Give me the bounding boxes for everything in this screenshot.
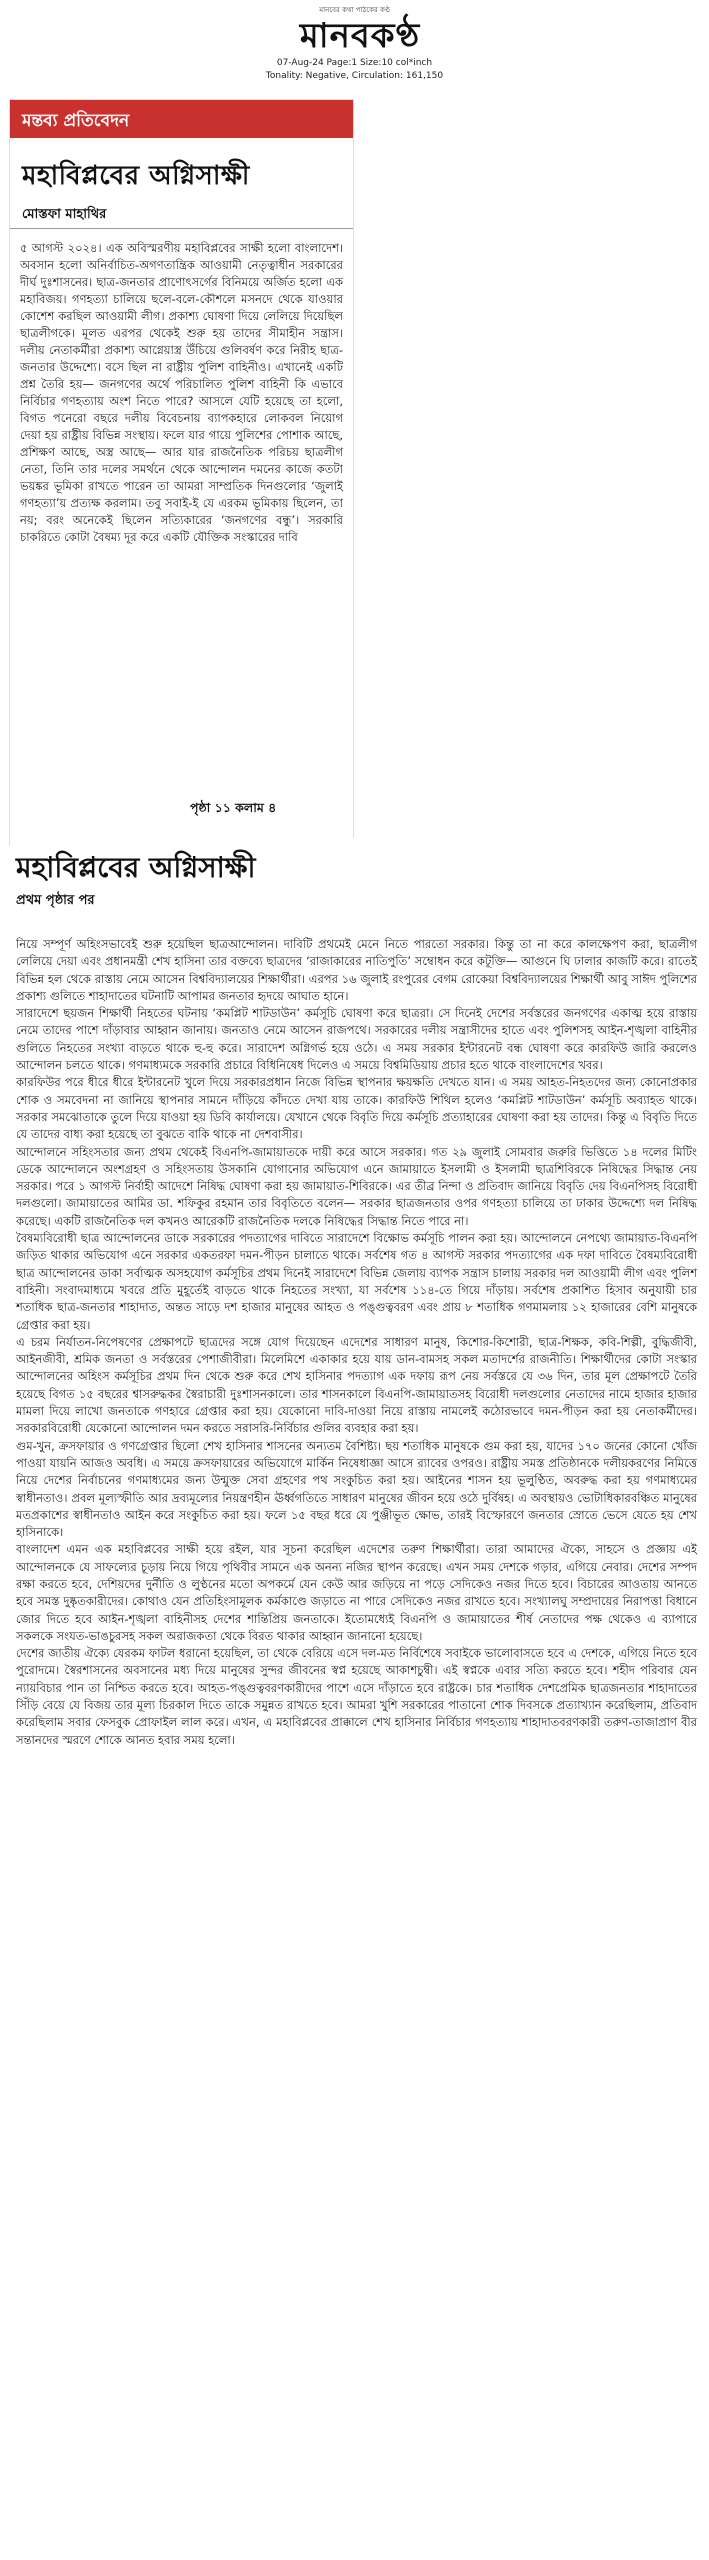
front-page-clipping — [10, 100, 353, 845]
paragraph: বাংলাদেশ এমন এক মহাবিপ্লবের সাক্ষী হয়ে রইল, যার সূচনা করেছিল এদেশের তরুণ শিক্ষার্থীরা। তারা আমাদের ঐক্যে, সাহসে ও প্রজ্ঞায় এই আন্দোলনকে যে সাফল্যের চূড়ায় নিয়ে গিয়ে পৃথিবীর সামনে এক অনন্য নজির স্থাপন করেছে। এখন সময় দেশকে গড়ার, এগিয়ে নেবার। দেশের সম্পদ রক্ষা করতে হবে, দেশিয়দের দুর্নীতি ও লুণ্ঠনের মতো অপকর্মে যেন কেউ আর জড়িয়ে না পড়ে সেদিকেও নজর দিতে হবে। বিচারের আওতায় আনতে হবে সমস্ত দুষ্কৃতকারীদের। কোথাও যেন প্রতিহিংসামূলক কর্মকাণ্ডে জড়াতে না পারে সেদিকেও নজর রাখতে হবে। সংখ্যালঘু সম্প্রদায়ের নিরাপত্তা বিধানে জোর দিতে হবে আইন-শৃঙ্খলা বাহিনীসহ দেশের শান্তিপ্রিয় জনতাকে। ইতোমধ্যেই বিএনপি ও জামায়াতের শীর্ষ নেতাদের পক্ষ থেকেও এ ব্যাপারে সকলকে সংযত-ভাঙচুরসহ সকল অরাজকতা থেকে বিরত থাকার আহ্বান জানানো হয়েছে। — [16, 1542, 697, 1643]
newspaper-logo: মানবকণ্ঠ — [299, 16, 421, 56]
paragraph: নিয়ে সম্পূর্ণ অহিংসভাবেই শুরু হয়েছিল ছাত্রআন্দোলন। দাবিটি প্রথমেই মেনে নিতে পারতো সরকার। কিন্তু তা না করে কালক্ষেপণ করা, ছাত্রলীগ লেলিয়ে দেয়া এবং প্রধানমন্ত্রী শেখ হাসিনা তার বক্তব্যে ছাত্রদের ‘রাজাকারের নাতিপুতি’ সম্বোধন করে কটূক্তি— আগুনে ঘি ঢালার কাজটি করে। রাতেই বিভিন্ন হল থেকে রাস্তায় নেমে আসেন বিশ্ববিদ্যালয়ের শিক্ষার্থীরা। এরপর ১৬ জুলাই রংপুরের বেগম রোকেয়া বিশ্ববিদ্যালয়ের শিক্ষার্থী আবু সাঈদ পুলিশের প্রকাশ্য গুলিতে শাহাদাতের ঘটনাটি আপামর জনতার হৃদয়ে আঘাত হানে। — [16, 937, 697, 1003]
paragraph: গুম-খুন, ক্রসফায়ার ও গণগ্রেপ্তার ছিলো শেখ হাসিনার শাসনের অন্যতম বৈশিষ্ট্য। ছয় শতাধিক মানুষকে গুম করা হয়, যাদের ১৭০ জনের কোনো খোঁজ পাওয়া যায়নি আজও অবধি। এ সময়ে ক্রসফায়ারের অভিযোগে মার্কিন নিষেধাজ্ঞা আসে র‌্যাবের ওপরও। রাষ্ট্রীয় সমস্ত প্রতিষ্ঠানকে দলীয়করণের নিমিত্তে নিয়ে দেশের নির্বাচনের গণমাধ্যমের জন্য উন্মুক্ত সেবা গ্রহণের পথ সংকুচিত করা হয়। আইনের শাসন হয় ভূলুণ্ঠিত, অবরুদ্ধ করা হয় গণমাধ্যমের স্বাধীনতাও। প্রবল মূল্যস্ফীতি আর দ্রব্যমূল্যের নিয়ন্ত্রণহীন ঊর্ধ্বগতিতে সাধারণ মানুষের জীবন হয়ে ওঠে দুর্বিষহ। এ অবস্থায়ও ভোটাধিকারবঞ্চিত মানুষের মতপ্রকাশের স্বাধীনতাও আইন করে সংকুচিত করা হয়। ফলে ১৫ বছর ধরে যে পুঞ্জীভূত ক্ষোভ, তারই বিস্ফোরণে জনতার স্রোতে ভেসে যেতে হয় শেখ হাসিনাকে। — [16, 1438, 697, 1540]
paragraph: সারাদেশে ছয়জন শিক্ষার্থী নিহতের ঘটনায় ‘কমপ্লিট শাটডাউন’ কর্মসূচি ঘোষণা করে ছাত্ররা। সে দিনেই দেশের সর্বস্তরের জনগণের একাত্ম হয়ে রাস্তায় নেমে তাদের পাশে দাঁড়াবার আহ্বান জানায়। জনতাও নেমে আসেন রাজপথে। সরকারের দলীয় সন্ত্রাসীদের হাতে এবং পুলিশসহ আইন-শৃঙ্খলা বাহিনীর গুলিতে নিহতের সংখ্যা বাড়তে থাকে হু-হু করে। সারাদেশ অগ্নিগর্ভ হয়ে ওঠে। এ সময় সরকার ইন্টারনেট বন্ধ ঘোষণা করে কারফিউ জারি করলেও আন্দোলন চলতে থাকে। গণমাধ্যমকে সরকারি প্রচারে বিধিনিষেধ দিলেও এ সময়ে বিশ্বমিডিয়ায় প্রচার হতে থাকে বাংলাদেশের খবর। — [16, 1006, 697, 1073]
byline-divider — [10, 228, 353, 229]
paragraph: বৈষম্যবিরোধী ছাত্র আন্দোলনের ডাকে সরকারের পদত্যাগের দাবিতে সারাদেশে বিক্ষোভ কর্মসূচি পালন করা হয়। আন্দোলনে নেপথ্যে জামায়াত-বিএনপি জড়িত থাকার অভিযোগ এনে সরকার একতরফা দমন-পীড়ন চালাতে থাকে। সর্বশেষ গত ৪ আগস্ট সরকার পদত্যাগের এক দফা দাবিতে বৈষম্যবিরোধী ছাত্র আন্দোলনের ডাকা সর্বাত্মক অসহযোগ কর্মসূচির প্রথম দিনেই সারাদেশে বিভিন্ন জেলায় ব্যাপক সন্ত্রাস চালায় সরকার দল আওয়ামী লীগ এবং পুলিশ বাহিনী। সংবাদমাধ্যমে খবরে প্রতি মুহূর্তেই বাড়তে থাকে নিহতের সংখ্যা, যা সর্বশেষ ১১৪-তে গিয়ে দাঁড়ায়। সর্বশেষ প্রকাশিত হিসাব অনুযায়ী চার শতাধিক ছাত্র-জনতার শাহাদাত, অন্তত সাড়ে দশ হাজার মানুষের আহত ও পঙ্গুত্ববরণ এবং প্রায় ৮ শতাধিক গণমামলায় ১২ হাজারের বেশি মানুষকে গ্রেপ্তার করা হয়। — [16, 1231, 697, 1332]
clip-meta-date-size: 07-Aug-24 Page:1 Size:10 col*inch — [276, 58, 433, 68]
newspaper-masthead — [0, 0, 709, 85]
paragraph: আন্দোলনে সহিংসতার জন্য প্রথম থেকেই বিএনপি-জামায়াতকে দায়ী করে আসে সরকার। গত ২৯ জুলাই সোমবার জরুরি ভিত্তিতে ১৪ দলের মিটিং ডেকে আন্দোলনে অংশগ্রহণ ও সহিংসতায় উসকানি যোগানোর অভিযোগ এনে জামায়াতে ইসলামী ও ইসলামী ছাত্রশিবিরকে নিষিদ্ধের সিদ্ধান্ত নেয় সরকার। পরে ১ আগস্ট নির্বাহী আদেশে নিষিদ্ধ ঘোষণা করা হয় জামায়াত-শিবিরকে। এর তীব্র নিন্দা ও প্রতিবাদ জানিয়ে বিবৃতি দেয় বিএনপিসহ বিরোধী দলগুলো। জামায়াতের আমির ডা. শফিকুর রহমান তার বিবৃতিতে বলেন— সরকার ছাত্রজনতার ওপর গণহত্যা চালিয়ে তা ঢাকার উদ্দেশ্যে দল নিষিদ্ধ করেছে। একটি রাজনৈতিক দল কখনও আরেকটি রাজনৈতিক দলকে নিষিদ্ধের সিদ্ধান্ত নিতে পারে না। — [16, 1144, 697, 1228]
section-label-bar — [10, 100, 353, 138]
continuation-headline: মহাবিপ্লবের অগ্নিসাক্ষী — [16, 851, 256, 884]
continuation-body — [16, 936, 697, 1749]
paragraph: এ চরম নির্যাতন-নিপেষণের প্রেক্ষাপটে ছাত্রদের সঙ্গে যোগ দিয়েছেন এদেশের সাধারণ মানুষ, কিশোর-কিশোরী, ছাত্র-শিক্ষক, কবি-শিল্পী, বুদ্ধিজীবী, আইনজীবী, শ্রমিক জনতা ও সর্বস্তরের পেশাজীবীরা। মিলেমিশে একাকার হয়ে যায় ডান-বামসহ সকল মতাদর্শের রাজনীতি। শিক্ষার্থীদের কোটা সংস্কার আন্দোলনের অহিংস কর্মসূচির প্রথম দিন থেকে শুরু করে শেখ হাসিনার পদত্যাগ এক দফায় রূপ নেয় সর্বস্তরে যে ৩৬ দিন, তার মূল প্রেক্ষাপটে তৈরি হয়েছে বিগত ১৫ বছরের শ্বাসরুদ্ধকর স্বৈরাচারী দুঃশাসনকালে। তার শাসনকালে বিএনপি-জামায়াতসহ বিরোধী দলগুলোর নেতাদের নামে হাজার হাজার মামলা দিয়ে লাখো জনতাকে গণহারে গ্রেপ্তার করা হয়। যেকোনো দাবি-দাওয়া নিয়ে রাস্তায় নামলেই কঠোরভাবে দমন-পীড়ন করা হয় নেতাকর্মীদের। সরকারবিরোধী যেকোনো আন্দোলন দমন করতে সরাসরি-নির্বিচার গুলির ব্যবহার করা হয়। — [16, 1334, 697, 1436]
paragraph: কারফিউর পরে ধীরে ধীরে ইন্টারনেট খুলে দিয়ে সরকারপ্রধান নিজে বিভিন্ন স্থাপনার ক্ষয়ক্ষতি দেখতে যান। এ সময় আহত-নিহতদের জন্য কোনোপ্রকার শোক ও সমবেদনা না জানিয়ে স্থাপনার সামনে দাঁড়িয়ে কাঁদতে দেখা যায় তাকে। কারফিউ শিথিল হলেও ‘কমপ্লিট শাটডাউন’ কর্মসূচি অব্যাহত থাকে। সরকার সমঝোতাকে তুলে দিয়ে যাওয়া হয় ডিবি কার্যালয়ে। যেখানে থেকে বিবৃতি দিয়ে কর্মসূচি প্রত্যাহারের ঘোষণা করা হয় তাদের। কিন্তু এ বিবৃতি দিতে যে তাদের বাধ্য করা হয়েছে তা বুঝতে বাকি থাকে না দেশবাসীর। — [16, 1075, 697, 1142]
continuation-subhead: প্রথম পৃষ্ঠার পর — [16, 893, 95, 908]
article-body-front: ৫ আগস্ট ২০২৪। এক অবিস্মরণীয় মহাবিপ্লবের সাক্ষী হলো বাংলাদেশ। অবসান হলো অনির্বাচিত-অগণতান্ত্রিক আওয়ামী নেতৃত্বাধীন সরকারের দীর্ঘ দুঃশাসনের। ছাত্র-জনতার প্রাণোৎসর্গের বিনিময়ে অর্জিত হলো এক মহাবিজয়। গণহত্যা চালিয়ে ছলে-বলে-কৌশলে মসনদে থেকে যাওয়ার কোশেশ করছিল আওয়ামী লীগ। প্রকাশ্য ঘোষণা দিয়ে লেলিয়ে দিয়েছিল ছাত্রলীগকে। মূলত এরপর থেকেই শুরু হয় তাদের সীমাহীন সন্ত্রাস। দলীয় নেতাকর্মীরা প্রকাশ্য আগ্নেয়াস্ত্র উঁচিয়ে গুলিবর্ষণ করে নিরীহ ছাত্র-জনতার উদ্দেশ্যে। বসে ছিল না রাষ্ট্রীয় পুলিশ বাহিনীও। এখানেই একটি প্রশ্ন তৈরি হয়— জনগণের অর্থে পরিচালিত পুলিশ বাহিনী কি এভাবে নির্বিচার গণহত্যায় অংশ নিতে পারে? আসলে যেটি হয়েছে তা হলো, বিগত পনেরো বছরে দলীয় বিবেচনায় ব্যাপকহারে লোকবল নিয়োগ দেয়া হয় রাষ্ট্রীয় বিভিন্ন সংস্থায়। ফলে যার গায়ে পুলিশের পোশাক আছে, প্রশিক্ষণ আছে, অস্ত্র আছে— আর যার রাজনৈতিক পরিচয় ছাত্রলীগ নেতা, তিনি তার দলের সমর্থনে থেকে আন্দোলন দমনের কাজে কতটা ভয়ঙ্কর ভূমিকা রাখতে পারেন তা আমরা সাম্প্রতিক দিনগুলোর ‘জুলাই গণহত্যা’য় প্রত্যক্ষ করলাম। তবু সবাই-ই যে এরকম ভূমিকায় ছিলেন, তা নয়; বরং অনেকেই ছিলেন সত্যিকারের ‘জনগণের বন্ধু’। সরকারি চাকরিতে কোটা বৈষম্য দূর করে একটি যৌক্তিক সংস্কারের দাবি — [20, 241, 343, 544]
article-headline: মহাবিপ্লবের অগ্নিসাক্ষী — [22, 161, 250, 191]
article-byline: মোস্তফা মাহাথির — [22, 207, 107, 222]
paragraph: দেশের জাতীয় ঐক্যে যেরকম ফাটল ধরানো হয়েছিল, তা থেকে বেরিয়ে এসে দল-মত নির্বিশেষে সবাইকে ভালোবাসতে হবে এ দেশকে, এগিয়ে নিতে হবে পুরোদমে। স্বৈরশাসনের অবসানের মধ্য দিয়ে মানুষের সুন্দর জীবনের স্বপ্ন হয়েছে আকাশচুম্বী। এই স্বপ্নকে এবার সত্যি করতে হবে। শহীদ পরিবার যেন ন্যায়বিচার পান তা নিশ্চিত করতে হবে। আহত-পঙ্গুত্ববরণকারীদের পাশে এসে দাঁড়াতে হবে রাষ্ট্রকে। চার শতাধিক দেশপ্রেমিক ছাত্রজনতার শাহাদাতের সিঁড়ি বেয়ে যে বিজয় তার মূল্য চিরকাল দিতে তাকে সমুন্নত রাখতে হবে। আমরা খুশি সরকারের পাতানো শোক দিবসকে প্রত্যাখ্যান করেছিলাম, প্রতিবাদ করেছিলাম সবার ফেসবুক প্রোফাইল লাল করে। এখন, এ মহাবিপ্লবের প্রাক্কালে শেখ হাসিনার নির্বিচার গণহত্যায় শাহাদাতবরণকারী তরুণ-তাজাপ্রাণ বীর সন্তানদের স্মরণে শোকে আনত হবার সময় হলো। — [16, 1646, 697, 1747]
clip-meta-tonality: Tonality: Negative, Circulation: 161,150 — [265, 71, 444, 81]
masthead-tagline: মানবের কথা পাঠকের কণ্ঠ — [319, 6, 390, 14]
continuation-marker: পৃষ্ঠা ১১ কলাম ৪ — [190, 800, 277, 815]
continuation-clipping — [10, 838, 703, 2538]
section-label: মন্তব্য প্রতিবেদন — [22, 111, 130, 131]
